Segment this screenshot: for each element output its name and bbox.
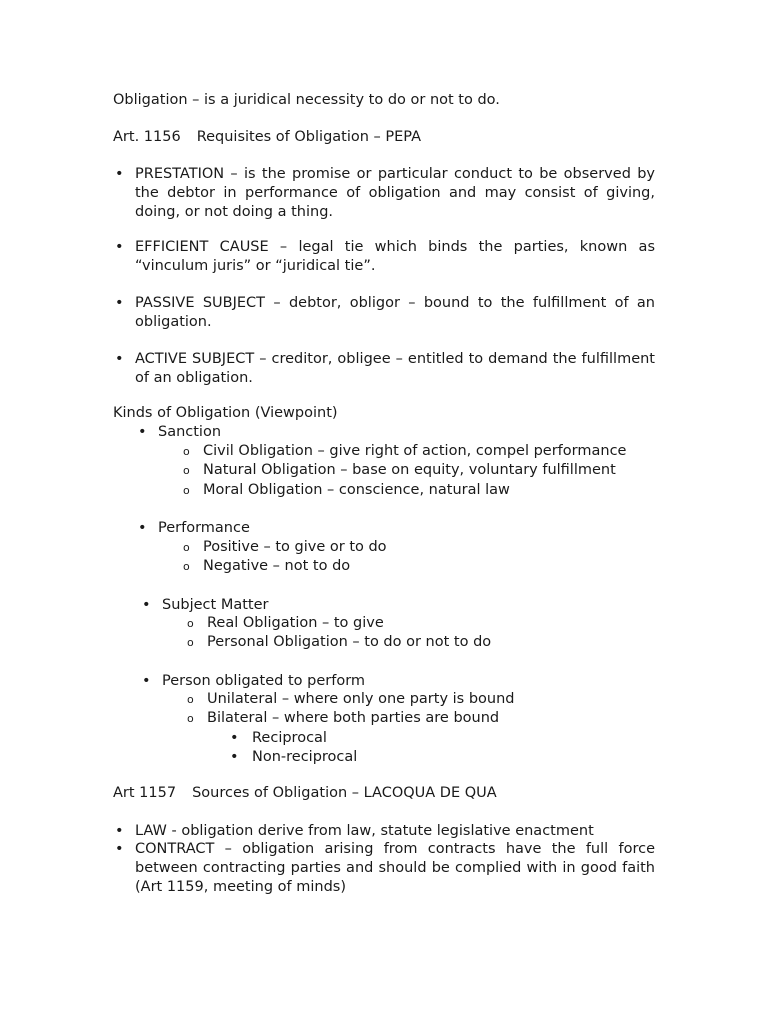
source-contract: • CONTRACT – obligation arising from contracts have the full force between contracting parties and should be complied with in good faith (Art 1159, meeting of minds) [113,840,655,897]
requisite-efficient-cause: • EFFICIENT CAUSE – legal tie which binds the parties, known as “vinculum juris” or “juridical tie”. [113,238,655,276]
art-1157-heading [113,784,655,803]
bilateral-non-reciprocal: • Non-reciprocal [228,748,357,767]
person-bilateral: o Bilateral – where both parties are bound [187,709,499,728]
subject-real: o Real Obligation – to give [187,614,384,633]
art-1156-title: Requisites of Obligation – PEPA [196,129,422,145]
art-1157-number: Art 1157 [113,785,177,801]
art-1156-number: Art. 1156 [113,129,181,145]
sanction-civil: o Civil Obligation – give right of action, compel performance [183,442,626,461]
art-1156-heading [113,128,655,147]
requisite-prestation: • PRESTATION – is the promise or particular conduct to be observed by the debtor in performance of obligation and may consist of giving, doing, or not doing a thing. [113,165,655,222]
person-unilateral: o Unilateral – where only one party is bound [187,690,515,709]
requisite-active-subject: • ACTIVE SUBJECT – creditor, obligee – entitled to demand the fulfillment of an obligation. [113,350,655,388]
kind-subject-matter: • Subject Matter [140,596,268,615]
obligation-definition: Obligation – is a juridical necessity to do or not to do. [113,92,500,108]
source-law: • LAW - obligation derive from law, statute legislative enactment [113,822,655,841]
kind-person: • Person obligated to perform [140,672,365,691]
sanction-natural: o Natural Obligation – base on equity, voluntary fulfillment [183,461,616,480]
kind-performance: • Performance [136,519,250,538]
performance-positive: o Positive – to give or to do [183,538,387,557]
bilateral-reciprocal: • Reciprocal [228,729,327,748]
art-1157-title: Sources of Obligation – LACOQUA DE QUA [192,785,497,801]
subject-personal: o Personal Obligation – to do or not to do [187,633,491,652]
kind-sanction: • Sanction [136,423,221,442]
requisite-passive-subject: • PASSIVE SUBJECT – debtor, obligor – bound to the fulfillment of an obligation. [113,294,655,332]
kinds-heading: Kinds of Obligation (Viewpoint) [113,405,338,421]
performance-negative: o Negative – not to do [183,557,350,576]
sanction-moral: o Moral Obligation – conscience, natural law [183,481,510,500]
